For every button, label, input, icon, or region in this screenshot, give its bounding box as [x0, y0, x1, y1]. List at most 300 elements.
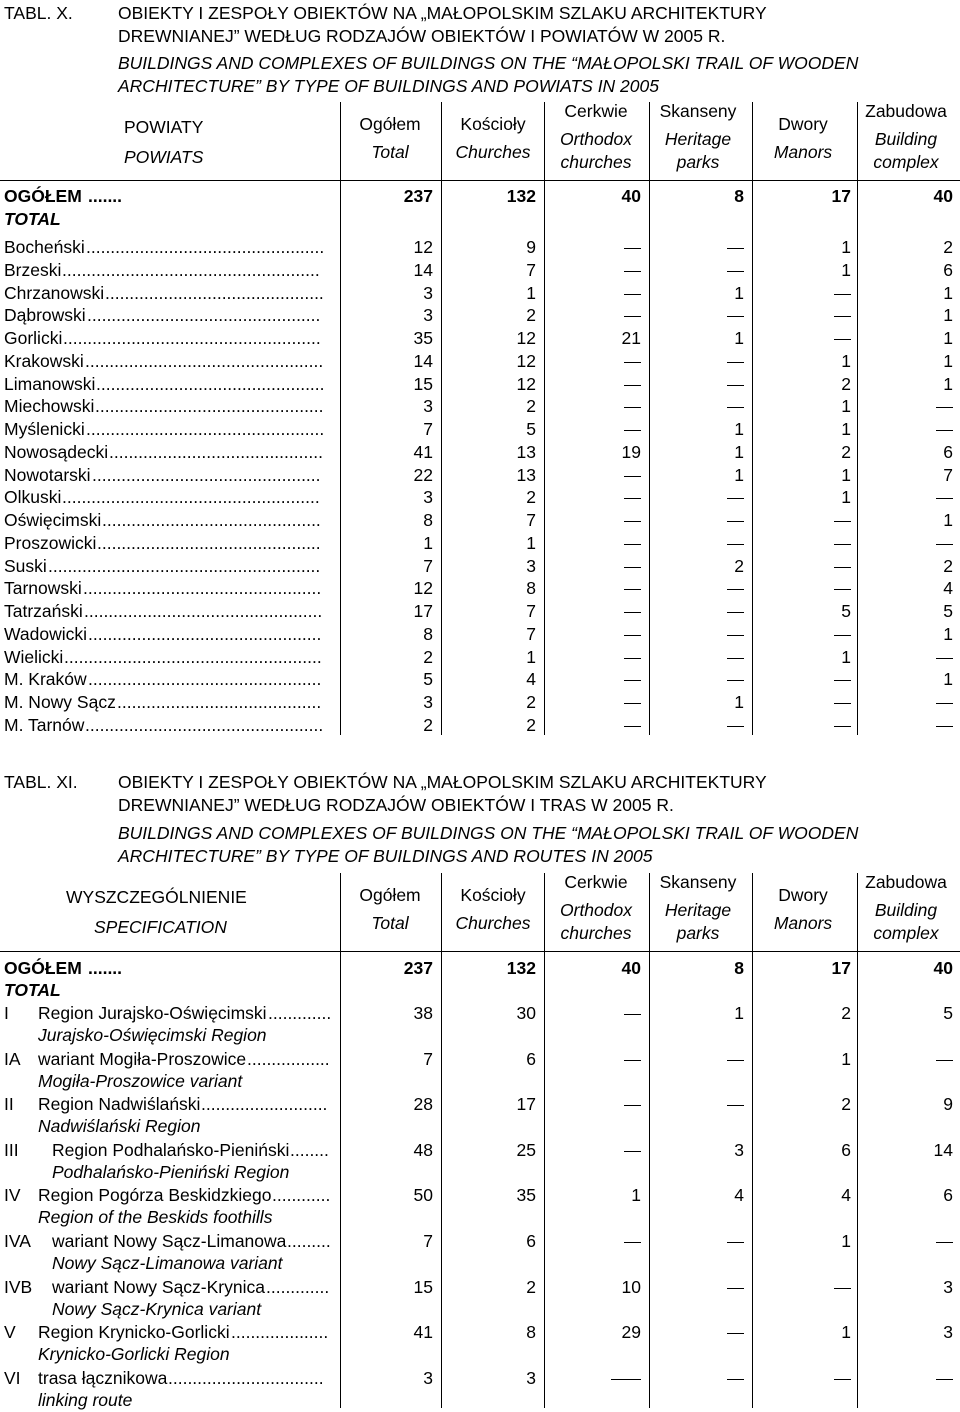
- t1-cell-dash: [727, 396, 744, 417]
- t2-row-label-pl: wariant Nowy Sącz-Krynica: [52, 1277, 265, 1297]
- t2-cell-dash: [834, 1368, 851, 1389]
- t2-table-label: TABL. XI.: [4, 772, 78, 792]
- dash-mark: [727, 498, 744, 500]
- t1-cell: 7: [526, 510, 536, 530]
- t1-cell-dash: [624, 601, 641, 622]
- t2-cell-dash: [936, 1368, 953, 1389]
- t1-cell: 2: [526, 305, 536, 325]
- t2-total-dots: .......: [88, 958, 123, 978]
- dash-mark: [624, 430, 641, 432]
- dash-mark: [624, 635, 641, 637]
- t2-cell-dash: [624, 1140, 641, 1161]
- t2-cell: 9: [943, 1094, 953, 1114]
- t1-cell-dash: [624, 715, 641, 736]
- t2-row-label-pl: Region Jurajsko-Oświęcimski: [38, 1003, 267, 1023]
- t2-cell-dash: [834, 1277, 851, 1298]
- t1-cell-dash: [936, 647, 953, 668]
- t2-cell-dash: [727, 1094, 744, 1115]
- t2-cell: 29: [621, 1322, 641, 1342]
- t1-cell-dash: [624, 510, 641, 531]
- dot-leader: .....................................................: [64, 647, 322, 667]
- dash-mark: [624, 680, 641, 682]
- t1-stub-header-en: POWIATS: [124, 147, 204, 167]
- t1-cell-dash: [624, 487, 641, 508]
- t2-row-label-en: Mogiła-Proszowice variant: [38, 1071, 243, 1091]
- dot-leader: .................: [247, 1049, 330, 1069]
- dash-mark: [834, 294, 851, 296]
- t1-cell: 1: [734, 419, 744, 439]
- t1-cell: 5: [841, 601, 851, 621]
- t2-row-label-en: Nowy Sącz-Limanowa variant: [52, 1253, 283, 1273]
- t1-cell: 8: [423, 510, 433, 530]
- t1-cell: 6: [943, 442, 953, 462]
- t1-cell: 1: [841, 487, 851, 507]
- t1-total-cell: 237: [403, 186, 433, 206]
- t1-row-name: Nowotarski: [4, 465, 91, 485]
- t2-row-code: IA: [4, 1049, 21, 1069]
- dash-mark: [624, 385, 641, 387]
- t1-cell: 2: [423, 647, 433, 667]
- t1-cell: 1: [526, 283, 536, 303]
- t1-cell-dash: [727, 624, 744, 645]
- t1-cell: 1: [423, 533, 433, 553]
- t1-cell: 7: [526, 601, 536, 621]
- dot-leader: ...............................................: [96, 374, 325, 394]
- dash-mark: [727, 635, 744, 637]
- t1-cell: 2: [423, 715, 433, 735]
- t1-col5-header-pl: Zabudowa: [865, 101, 947, 121]
- t2-cell: 2: [841, 1094, 851, 1114]
- t2-title-pl-line2: DREWNIANEJ” WEDŁUG RODZAJÓW OBIEKTÓW I TRAS W 2005 R.: [118, 795, 674, 815]
- dot-leader: ..............................................: [97, 533, 321, 553]
- t1-col2-header-pl: Cerkwie: [564, 101, 628, 121]
- t1-cell-dash: [624, 396, 641, 417]
- dash-mark: [727, 726, 744, 728]
- dash-mark: [727, 1333, 744, 1335]
- t1-cell: 12: [516, 351, 536, 371]
- dot-leader: ..........................................: [117, 692, 322, 712]
- dot-leader: .................................................: [83, 578, 322, 598]
- dash-mark: [936, 1060, 953, 1062]
- dash-mark: [834, 726, 851, 728]
- t1-total-label-pl: OGÓŁEM: [4, 186, 82, 206]
- t1-cell-dash: [727, 237, 744, 258]
- t2-total-cell: 40: [933, 958, 953, 978]
- t1-row-name: Chrzanowski: [4, 283, 105, 303]
- t1-cell-dash: [727, 715, 744, 736]
- t2-col-divider: [649, 873, 650, 1408]
- t2-cell: 7: [423, 1231, 433, 1251]
- t1-cell-dash: [834, 715, 851, 736]
- t2-col5-header-pl: Zabudowa: [865, 872, 947, 892]
- t1-cell: 3: [423, 396, 433, 416]
- t1-title-pl-line1: OBIEKTY I ZESPOŁY OBIEKTÓW NA „MAŁOPOLSKIM SZLAKU ARCHITEKTURY: [118, 3, 767, 23]
- t2-row-label-pl: Region Pogórza Beskidzkiego: [38, 1185, 272, 1205]
- dot-leader: ............: [272, 1185, 331, 1205]
- t1-col-divider: [441, 102, 442, 735]
- t2-cell-dash: [624, 1003, 641, 1024]
- t1-col5-header-en2: complex: [873, 152, 939, 172]
- t2-col-divider: [340, 873, 341, 1408]
- t1-cell: 1: [841, 647, 851, 667]
- t1-cell: 6: [943, 260, 953, 280]
- dash-mark: [727, 248, 744, 250]
- t1-cell-dash: [834, 692, 851, 713]
- dash-mark: [624, 612, 641, 614]
- t1-cell-dash: [727, 578, 744, 599]
- t1-cell-dash: [727, 533, 744, 554]
- t1-cell: 15: [413, 374, 433, 394]
- dash-mark: [624, 1242, 641, 1244]
- dot-leader: ..........................: [201, 1094, 328, 1114]
- t2-cell: 4: [734, 1185, 744, 1205]
- t1-cell: 2: [734, 556, 744, 576]
- t1-cell: 13: [516, 442, 536, 462]
- t1-cell: 2: [526, 396, 536, 416]
- t1-cell: 41: [413, 442, 433, 462]
- dash-mark: [936, 1242, 953, 1244]
- t1-cell: 3: [423, 692, 433, 712]
- t2-row-code: II: [4, 1094, 14, 1114]
- dot-leader: .................................................: [84, 601, 323, 621]
- t1-cell: 1: [841, 237, 851, 257]
- dot-leader: ....................: [231, 1322, 329, 1342]
- t2-cell: 3: [423, 1368, 433, 1388]
- t2-total-label-en: TOTAL: [4, 980, 61, 1000]
- t1-cell: 19: [621, 442, 641, 462]
- t1-cell: 35: [413, 328, 433, 348]
- t1-col0-header-en: Total: [371, 142, 409, 162]
- t2-col1-header-en: Churches: [455, 913, 531, 933]
- t1-cell: 12: [516, 328, 536, 348]
- dot-leader: ........: [290, 1140, 329, 1160]
- t1-title-en-line2: ARCHITECTURE” BY TYPE OF BUILDINGS AND POWIATS IN 2005: [118, 76, 659, 96]
- t1-cell-dash: [936, 419, 953, 440]
- t1-row-name: Tarnowski: [4, 578, 82, 598]
- dot-leader: .................................................: [85, 351, 324, 371]
- t2-cell: 17: [516, 1094, 536, 1114]
- t1-cell: 1: [734, 283, 744, 303]
- t2-col3-header-en2: parks: [676, 923, 720, 943]
- dash-mark: [727, 1242, 744, 1244]
- t2-cell-dash: [727, 1049, 744, 1070]
- t1-cell-dash: [936, 533, 953, 554]
- t1-header-rule: [0, 180, 960, 181]
- t1-total-dots: .......: [88, 186, 123, 206]
- t1-total-label-en: TOTAL: [4, 209, 61, 229]
- t1-cell: 1: [734, 328, 744, 348]
- t2-cell: 2: [841, 1003, 851, 1023]
- t1-col-divider: [340, 102, 341, 735]
- t2-cell-dash: [727, 1368, 744, 1389]
- t2-col3-header-en1: Heritage: [664, 900, 732, 920]
- t1-cell: 4: [526, 669, 536, 689]
- dash-mark: [624, 316, 641, 318]
- t1-cell-dash: [624, 260, 641, 281]
- t1-cell-dash: [727, 305, 744, 326]
- t1-cell: 14: [413, 351, 433, 371]
- t1-cell: 3: [423, 305, 433, 325]
- t2-cell-dash: [936, 1049, 953, 1070]
- t1-cell: 14: [413, 260, 433, 280]
- t2-col2-header-pl: Cerkwie: [564, 872, 628, 892]
- t1-cell-dash: [834, 510, 851, 531]
- t1-cell-dash: [624, 669, 641, 690]
- t1-col-divider: [649, 102, 650, 735]
- t2-cell: 38: [413, 1003, 433, 1023]
- dash-mark: [624, 567, 641, 569]
- t1-col3-header-en2: parks: [676, 152, 720, 172]
- t2-col3-header-pl: Skanseny: [659, 872, 737, 892]
- t2-row-label-en: Krynicko-Gorlicki Region: [38, 1344, 230, 1364]
- t1-cell: 1: [734, 692, 744, 712]
- t1-total-cell: 17: [831, 186, 851, 206]
- dash-mark: [936, 658, 953, 660]
- dash-mark: [727, 589, 744, 591]
- t2-title-pl-line1: OBIEKTY I ZESPOŁY OBIEKTÓW NA „MAŁOPOLSKIM SZLAKU ARCHITEKTURY: [118, 772, 767, 792]
- t2-title-en-line2: ARCHITECTURE” BY TYPE OF BUILDINGS AND ROUTES IN 2005: [118, 846, 653, 866]
- t2-cell: 8: [526, 1322, 536, 1342]
- t1-col-divider: [752, 102, 753, 735]
- t2-cell: 3: [734, 1140, 744, 1160]
- t2-cell-dash: [727, 1231, 744, 1252]
- t1-cell-dash: [936, 692, 953, 713]
- dash-mark: [624, 703, 641, 705]
- t1-col0-header-pl: Ogółem: [359, 114, 421, 134]
- t2-row-code: V: [4, 1322, 16, 1342]
- t1-cell: 1: [943, 374, 953, 394]
- t1-col3-header-pl: Skanseny: [659, 101, 737, 121]
- dot-leader: .............................................: [102, 510, 321, 530]
- t2-col-divider: [752, 873, 753, 1408]
- t2-cell: 28: [413, 1094, 433, 1114]
- t1-cell-dash: [624, 237, 641, 258]
- t1-cell-dash: [727, 351, 744, 372]
- dash-mark: [624, 726, 641, 728]
- dash-mark: [624, 362, 641, 364]
- dash-mark: [834, 339, 851, 341]
- t1-cell: 22: [413, 465, 433, 485]
- t1-cell-dash: [727, 601, 744, 622]
- t1-row-name: M. Nowy Sącz: [4, 692, 116, 712]
- t1-cell-dash: [624, 556, 641, 577]
- t2-row-code: IV: [4, 1185, 21, 1205]
- dash-mark: [624, 294, 641, 296]
- t2-cell-dash: [936, 1231, 953, 1252]
- t1-cell: 1: [943, 624, 953, 644]
- t1-cell: 7: [526, 624, 536, 644]
- t1-cell-dash: [624, 692, 641, 713]
- t2-col0-header-pl: Ogółem: [359, 885, 421, 905]
- t2-row-label-en: Region of the Beskids foothills: [38, 1207, 273, 1227]
- t1-cell-dash: [834, 305, 851, 326]
- t2-row-label-pl: Region Nadwiślański: [38, 1094, 201, 1114]
- dash-mark: [624, 1151, 641, 1153]
- t2-row-code: VI: [4, 1368, 21, 1388]
- t1-cell: 8: [526, 578, 536, 598]
- t2-total-label-pl: OGÓŁEM: [4, 958, 82, 978]
- t2-row-code: IVB: [4, 1277, 33, 1297]
- t2-row-label-pl: Region Krynicko-Gorlicki: [38, 1322, 230, 1342]
- t2-cell: 2: [526, 1277, 536, 1297]
- dash-mark: [727, 658, 744, 660]
- t2-cell: 14: [933, 1140, 953, 1160]
- t2-row-code: I: [4, 1003, 9, 1023]
- t1-col1-header-en: Churches: [455, 142, 531, 162]
- t1-row-name: Suski: [4, 556, 47, 576]
- t1-row-name: Wadowicki: [4, 624, 87, 644]
- dash-mark: [727, 544, 744, 546]
- dash-mark: [834, 680, 851, 682]
- t2-col-divider: [544, 873, 545, 1408]
- dash-mark: [624, 544, 641, 546]
- dot-leader: .....................................................: [62, 260, 320, 280]
- t1-cell: 7: [423, 556, 433, 576]
- t1-title-pl-line2: DREWNIANEJ” WEDŁUG RODZAJÓW OBIEKTÓW I POWIATÓW W 2005 R.: [118, 26, 726, 46]
- t1-col5-header-en1: Building: [874, 129, 938, 149]
- t1-cell: 1: [841, 465, 851, 485]
- t2-col1-header-pl: Kościoły: [460, 885, 526, 905]
- t2-cell-dash: [624, 1094, 641, 1115]
- t2-row-label-pl: wariant Mogiła-Proszowice: [38, 1049, 247, 1069]
- t2-row-label-en: Jurajsko-Oświęcimski Region: [38, 1025, 267, 1045]
- t2-cell: 3: [943, 1322, 953, 1342]
- t1-cell-dash: [624, 624, 641, 645]
- t2-cell-dash: [624, 1231, 641, 1252]
- t1-cell: 8: [423, 624, 433, 644]
- dash-mark: [624, 1105, 641, 1107]
- t1-cell: 2: [943, 237, 953, 257]
- t2-cell: 6: [526, 1049, 536, 1069]
- t1-cell: 1: [841, 351, 851, 371]
- t2-total-cell: 132: [506, 958, 536, 978]
- t1-cell-dash: [834, 669, 851, 690]
- t1-cell: 1: [734, 465, 744, 485]
- dash-mark: [834, 635, 851, 637]
- dash-mark: [624, 658, 641, 660]
- dash-mark: [834, 1288, 851, 1290]
- t1-cell-dash: [834, 578, 851, 599]
- t1-cell: 1: [841, 396, 851, 416]
- t1-cell: 1: [943, 305, 953, 325]
- t2-cell: 48: [413, 1140, 433, 1160]
- dash-mark: [834, 544, 851, 546]
- t1-cell: 1: [734, 442, 744, 462]
- dash-mark: [727, 1105, 744, 1107]
- t2-total-cell: 40: [621, 958, 641, 978]
- t1-cell-dash: [834, 556, 851, 577]
- t1-cell: 1: [841, 419, 851, 439]
- dot-leader: .............: [266, 1277, 330, 1297]
- t2-cell: 30: [516, 1003, 536, 1023]
- t1-cell-dash: [727, 669, 744, 690]
- dash-mark: [624, 589, 641, 591]
- t1-cell: 5: [943, 601, 953, 621]
- t1-cell: 9: [526, 237, 536, 257]
- t2-total-cell: 8: [734, 958, 744, 978]
- t2-cell: 1: [841, 1049, 851, 1069]
- t2-col5-header-en1: Building: [874, 900, 938, 920]
- t1-cell: 17: [413, 601, 433, 621]
- t1-cell: 1: [526, 533, 536, 553]
- t1-cell: 1: [943, 669, 953, 689]
- t1-row-name: Proszowicki: [4, 533, 97, 553]
- t1-total-cell: 40: [621, 186, 641, 206]
- t1-cell: 1: [943, 328, 953, 348]
- t2-cell: 41: [413, 1322, 433, 1342]
- t2-total-cell: 237: [403, 958, 433, 978]
- t1-col-divider: [544, 102, 545, 735]
- t2-title-en-line1: BUILDINGS AND COMPLEXES OF BUILDINGS ON THE “MAŁOPOLSKI TRAIL OF WOODEN: [118, 823, 859, 843]
- dash-mark: [624, 476, 641, 478]
- dash-mark: [727, 1060, 744, 1062]
- t1-col-divider: [857, 102, 858, 735]
- t2-cell: 7: [423, 1049, 433, 1069]
- dot-leader: ...............................................: [95, 396, 324, 416]
- dash-mark: [727, 407, 744, 409]
- t1-cell: 3: [423, 283, 433, 303]
- t2-cell-dash: [727, 1277, 744, 1298]
- t1-total-cell: 8: [734, 186, 744, 206]
- t2-row-label-en: Podhalańsko-Pieniński Region: [52, 1162, 290, 1182]
- t1-row-name: Myślenicki: [4, 419, 85, 439]
- dash-mark: [727, 1379, 744, 1381]
- dash-mark: [834, 1379, 851, 1381]
- t1-total-cell: 132: [506, 186, 536, 206]
- t1-cell-dash: [727, 374, 744, 395]
- t1-row-name: Krakowski: [4, 351, 84, 371]
- t1-col4-header-en: Manors: [773, 142, 833, 162]
- t1-cell: 12: [413, 237, 433, 257]
- dash-mark: [611, 1379, 641, 1381]
- t2-row-label-pl: wariant Nowy Sącz-Limanowa: [52, 1231, 287, 1251]
- dot-leader: ............................................: [109, 442, 323, 462]
- t1-cell-dash: [936, 715, 953, 736]
- t2-cell: 1: [841, 1322, 851, 1342]
- t1-cell-dash: [624, 351, 641, 372]
- t1-cell: 2: [841, 442, 851, 462]
- dash-mark: [624, 1014, 641, 1016]
- dash-mark: [727, 362, 744, 364]
- dash-mark: [936, 430, 953, 432]
- t2-col2-header-en2: churches: [560, 923, 632, 943]
- dot-leader: ................................................: [87, 305, 321, 325]
- t2-cell: 15: [413, 1277, 433, 1297]
- t2-cell-dash: [624, 1049, 641, 1070]
- t1-cell: 7: [943, 465, 953, 485]
- t2-row-code: III: [4, 1140, 19, 1160]
- dash-mark: [936, 407, 953, 409]
- t2-col-divider: [441, 873, 442, 1408]
- t2-stub-header-pl: WYSZCZEGÓLNIENIE: [66, 887, 247, 907]
- t2-cell: 35: [516, 1185, 536, 1205]
- t1-row-name: Gorlicki: [4, 328, 63, 348]
- dot-leader: .........: [287, 1231, 331, 1251]
- dash-mark: [936, 498, 953, 500]
- t1-col1-header-pl: Kościoły: [460, 114, 526, 134]
- t1-cell: 1: [943, 351, 953, 371]
- t1-cell: 1: [841, 260, 851, 280]
- dash-mark: [936, 703, 953, 705]
- t2-col4-header-pl: Dwory: [778, 885, 828, 905]
- t1-cell-dash: [936, 487, 953, 508]
- t2-header-rule: [0, 951, 960, 952]
- t2-cell: 5: [943, 1003, 953, 1023]
- t1-cell-dash: [727, 487, 744, 508]
- t2-col2-header-en1: Orthodox: [560, 900, 632, 920]
- t1-row-name: M. Kraków: [4, 669, 87, 689]
- t1-cell-dash: [834, 624, 851, 645]
